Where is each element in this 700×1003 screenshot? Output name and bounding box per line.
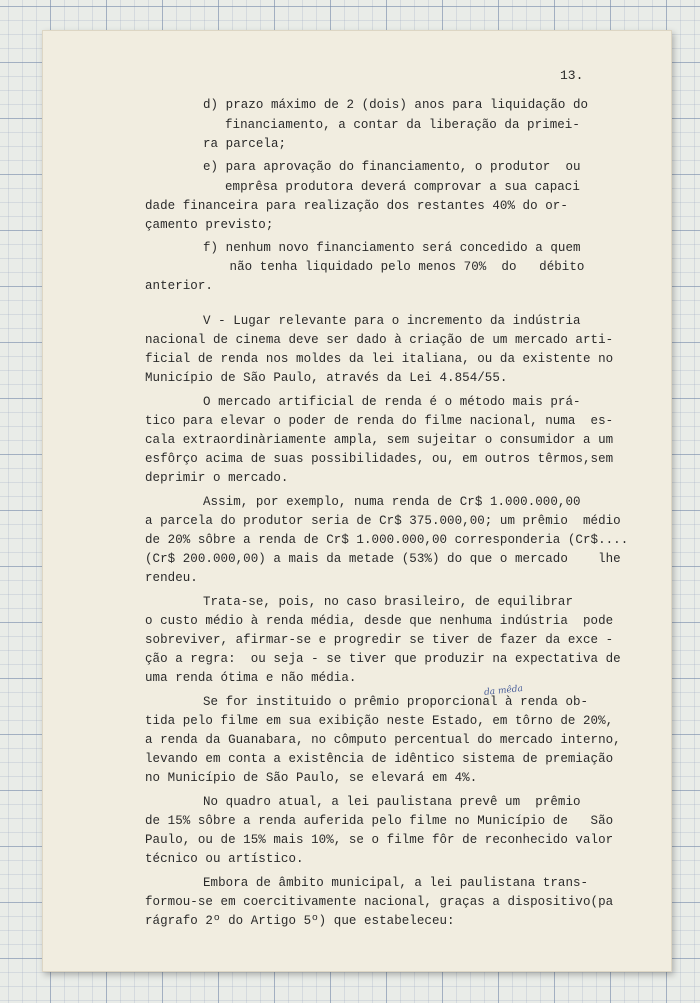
text-line: (Cr$ 200.000,00) a mais da metade (53%) do que o mercado lhe: [145, 552, 621, 566]
text-line: ficial de renda nos moldes da lei italiana, ou da existente no: [145, 352, 614, 366]
text-line: f) nenhum novo financiamento será concedido a quem: [203, 241, 581, 255]
text-line: O mercado artificial de renda é o método mais prá-: [203, 395, 581, 409]
text-line: Município de São Paulo, através da Lei 4.854/55.: [145, 371, 508, 385]
text-line: cala extraordinàriamente ampla, sem sujeitar o consumidor a um: [145, 433, 614, 447]
text-line: Assim, por exemplo, numa renda de Cr$ 1.000.000,00: [203, 495, 581, 509]
text-line: rágrafo 2º do Artigo 5º) que estabeleceu:: [145, 914, 455, 928]
text-line: tida pelo filme em sua exibição neste Estado, em tôrno de 20%,: [145, 714, 614, 728]
text-line: dade financeira para realização dos restantes 40% do or-: [145, 199, 568, 213]
text-line: Se for instituido o prêmio proporcional à renda ob-: [203, 695, 589, 709]
text-line: nacional de cinema deve ser dado à criação de um mercado arti-: [145, 333, 614, 347]
text-line: não tenha liquidado pelo menos 70% do débito: [222, 260, 585, 274]
text-line: Embora de âmbito municipal, a lei paulistana trans-: [203, 876, 589, 890]
text-line: formou-se em coercitivamente nacional, graças a dispositivo(pa: [145, 895, 614, 909]
text-line: emprêsa produtora deverá comprovar a sua capaci: [225, 180, 580, 194]
text-line: financiamento, a contar da liberação da primei-: [225, 118, 580, 132]
text-line: no Município de São Paulo, se elevará em 4%.: [145, 771, 478, 785]
text-line: d) prazo máximo de 2 (dois) anos para liquidação do: [203, 98, 589, 112]
text-line: deprimir o mercado.: [145, 471, 289, 485]
text-line: No quadro atual, a lei paulistana prevê um prêmio: [203, 795, 581, 809]
text-line: ção a regra: ou seja - se tiver que produzir na expectativa de: [145, 652, 621, 666]
text-line: V - Lugar relevante para o incremento da indústria: [203, 314, 581, 328]
text-line: de 20% sôbre a renda de Cr$ 1.000.000,00 corresponderia (Cr$....: [145, 533, 629, 547]
text-line: e) para aprovação do financiamento, o produtor ou: [203, 160, 581, 174]
text-line: sobreviver, afirmar-se e progredir se tiver de fazer da exce -: [145, 633, 614, 647]
text-line: levando em conta a existência de idêntico sistema de premiação: [145, 752, 614, 766]
text-line: esfôrço acima de suas possibilidades, ou, em outros têrmos,sem: [145, 452, 614, 466]
text-line: uma renda ótima e não média.: [145, 671, 357, 685]
text-line: a renda da Guanabara, no cômputo percentual do mercado interno,: [145, 733, 621, 747]
text-line: tico para elevar o poder de renda do filme nacional, numa es-: [145, 414, 614, 428]
text-line: de 15% sôbre a renda auferida pelo filme no Município de São: [145, 814, 614, 828]
text-line: Trata-se, pois, no caso brasileiro, de equilibrar: [203, 595, 574, 609]
text-line: ra parcela;: [203, 137, 287, 151]
text-line: çamento previsto;: [145, 218, 274, 232]
text-line: técnico ou artístico.: [145, 852, 304, 866]
text-line: anterior.: [145, 279, 213, 293]
page-number: 13.: [560, 68, 584, 83]
text-line: o custo médio à renda média, desde que nenhuma indústria pode: [145, 614, 614, 628]
handwritten-annotation: da mêda: [483, 683, 524, 699]
text-line: rendeu.: [145, 571, 198, 585]
text-line: a parcela do produtor seria de Cr$ 375.000,00; um prêmio médio: [145, 514, 621, 528]
text-line: Paulo, ou de 15% mais 10%, se o filme fôr de reconhecido valor: [145, 833, 614, 847]
